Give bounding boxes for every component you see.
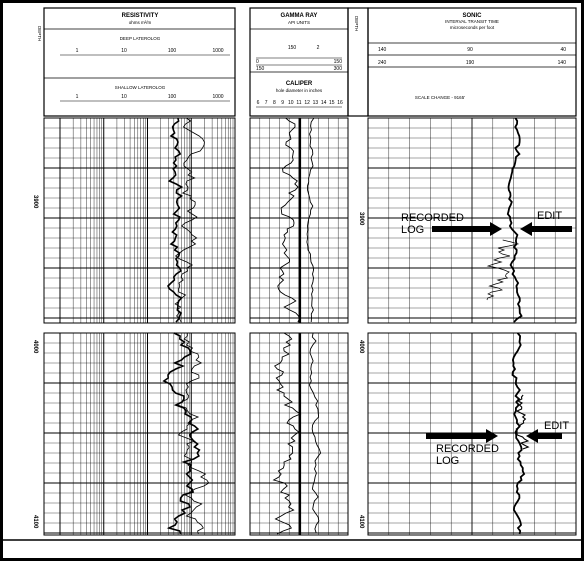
recorded-log-label-1-line2: LOG: [401, 224, 425, 236]
sonic-depth-header-label: DEPTH: [354, 16, 359, 32]
sonic-units: microseconds per foot: [449, 25, 495, 30]
deep-tick-100: 100: [167, 48, 177, 54]
caliper-tick-label: 13: [312, 100, 319, 106]
caliper-tick-label: 15: [329, 100, 335, 106]
sonic-scale-change: SCALE CHANGE - 9165': [414, 95, 466, 100]
track-border: [44, 333, 235, 535]
shallow-laterolog-label: SHALLOW LATEROLOG: [114, 85, 166, 90]
shallow-tick-10: 10: [121, 94, 127, 100]
gamma-scale-top-b: 2: [316, 45, 320, 51]
deep-tick-1000: 1000: [212, 48, 224, 54]
gamma-scale-top-a: 150: [287, 45, 297, 51]
header: [37, 8, 576, 116]
recorded-log-arrow-2: [426, 429, 498, 443]
edit-label-2: EDIT: [544, 420, 570, 432]
depth-label-bottom-right: 4100: [358, 515, 364, 529]
caliper-tick-label: 7: [264, 100, 268, 106]
track-border: [44, 118, 235, 323]
sonic-title: SONIC: [462, 13, 482, 19]
sonic-row2-right: 140: [557, 60, 566, 66]
depth-label-lower-right: 4000: [358, 340, 364, 354]
caliper-tick-label: 10: [288, 100, 294, 106]
gamma-curve-upper: [278, 118, 300, 322]
depth-label-bottom-left: 4100: [32, 515, 38, 529]
depth-header-label: DEPTH: [37, 26, 42, 42]
annotations: [401, 210, 572, 467]
gamma-title: GAMMA RAY: [280, 13, 318, 19]
recorded-log-label-2-line2: LOG: [436, 455, 460, 467]
deep-laterolog-label: DEEP LATEROLOG: [119, 36, 161, 41]
recorded-log-arrow-1: [432, 222, 502, 236]
log-curves: [164, 118, 528, 535]
caliper-tick-row: [257, 100, 343, 106]
shallow-tick-1: 1: [75, 94, 79, 100]
caliper-tick-label: 9: [281, 100, 284, 106]
deep-tick-1: 1: [75, 48, 79, 54]
caliper-tick-label: 16: [337, 100, 343, 106]
caliper-tick-label: 6: [256, 100, 260, 106]
caliper-curve-upper: [307, 118, 314, 322]
caliper-tick-label: 12: [304, 100, 310, 106]
resistivity-units: ohms m²/m: [128, 20, 152, 25]
deep-tick-10: 10: [121, 48, 127, 54]
gamma-scale2-left: 150: [256, 66, 265, 72]
caliper-title: CALIPER: [285, 81, 313, 87]
gamma-scale-left: 0: [256, 59, 259, 65]
sonic-row2-left: 240: [378, 60, 387, 66]
edit-arrow-1: [520, 222, 572, 236]
depth-label-upper-right: 3900: [358, 212, 364, 226]
edit-label-1: EDIT: [537, 210, 563, 222]
sonic-subtitle: INTERVAL TRANSIT TIME: [445, 19, 499, 24]
depth-label-lower-left: 4000: [32, 340, 38, 354]
shallow-tick-1000: 1000: [212, 94, 224, 100]
sonic-row2-mid: 190: [465, 60, 475, 66]
gamma-units: API UNITS: [287, 20, 311, 25]
caliper-tick-label: 11: [296, 100, 302, 106]
resistivity-title: RESISTIVITY: [121, 13, 159, 19]
log-body: [32, 118, 576, 535]
resistivity-curve-upper: [168, 118, 182, 322]
sonic-row1-mid: 90: [467, 47, 473, 53]
resistivity-grid-lower: [44, 333, 235, 535]
caliper-tick-label: 14: [320, 100, 327, 106]
sonic-row1-left: 140: [378, 47, 387, 53]
depth-label-upper-left: 3900: [32, 195, 38, 209]
sonic-row1-right: 40: [560, 47, 566, 53]
caliper-tick-label: 8: [273, 100, 276, 106]
gamma-scale2-right: 300: [333, 66, 342, 72]
shallow-tick-100: 100: [167, 94, 177, 100]
resistivity-grid-upper: [44, 118, 235, 323]
sonic-curve-upper: [508, 118, 522, 322]
gamma-scale-right: 150: [333, 59, 342, 65]
recorded-log-label-2-line1: RECORDED: [436, 443, 499, 455]
recorded-log-label-1-line1: RECORDED: [401, 212, 464, 224]
caliper-units: hole diameter in inches: [275, 88, 323, 93]
